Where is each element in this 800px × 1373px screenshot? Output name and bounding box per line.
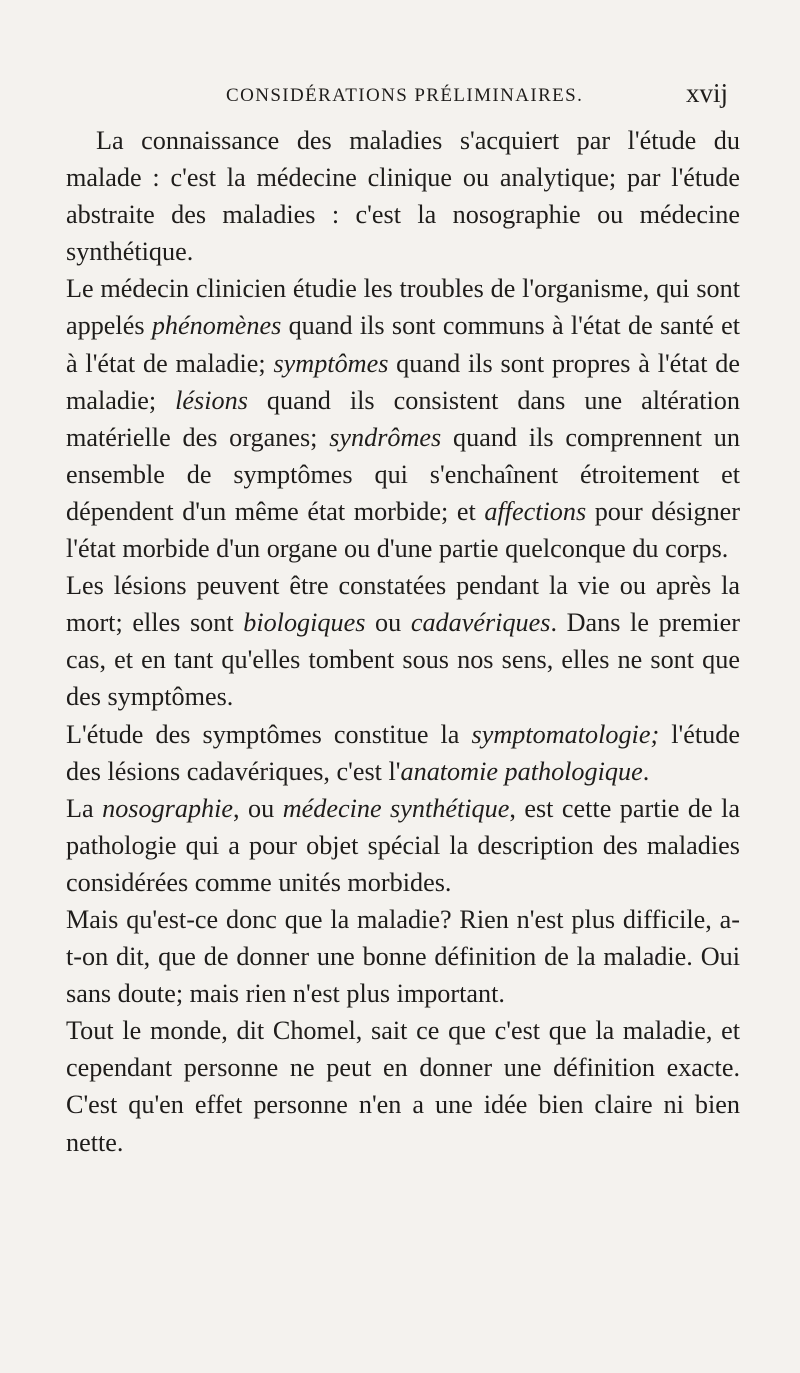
text-run: Tout le monde, dit Chomel, sait ce que c'est que la maladie, et cependant personne ne peut en donner une définition exacte. C'est qu'en effet personne n'en a une idée bien claire ni bien nette. [66,1016,740,1157]
text-run: quand ils sont communs à l'état de santé et à l'état de maladie; [66,311,740,378]
text-run: Le médecin clinicien étudie les troubles de l'organisme, qui sont appelés [66,274,740,341]
text-run: Mais qu'est-ce donc que la maladie? Rien n'est plus difficile, a-t-on dit, que de donner une bonne définition de la maladie. Oui sans doute; mais rien n'est plus important. [66,904,740,1009]
italic-term: biologiques [243,608,366,638]
text-run: l'étude des lésions cadavériques, c'est l' [66,719,740,786]
paragraph [66,1012,740,1160]
paragraph [66,567,740,715]
paragraph [66,790,740,901]
paragraph [66,270,740,567]
italic-term: lésions [175,385,248,415]
paragraph [66,716,740,790]
text-run: ou [365,608,411,638]
italic-term: anatomie pathologique [400,756,643,786]
italic-term: médecine synthétique [282,793,510,823]
text-run: , est cette partie de la pathologie qui a pour objet spécial la description des maladies considérées comme unités morbides. [66,793,740,897]
italic-term: nosographie [102,793,234,823]
italic-term: symptomatologie; [471,719,660,749]
text-run: quand ils comprennent un ensemble de symptômes qui s'enchaînent étroitement et dépendent d'un même état morbide; et [66,422,740,526]
text-run: . Dans le premier cas, et en tant qu'elles tombent sous nos sens, elles ne sont que des symptômes. [66,608,740,712]
text-run: Les lésions peuvent être constatées pendant la vie ou après la mort; elles sont [66,571,740,638]
text-run: , ou [233,793,283,823]
body-text [66,122,740,1161]
text-run: La connaissance des maladies s'acquiert par l'étude du malade : c'est la médecine clinique ou analytique; par l'étude abstraite des maladies : c'est la nosographie ou médecine synthétique. [66,126,740,267]
text-run: quand ils consistent dans une altération matérielle des organes; [66,385,740,452]
paragraph [66,901,740,1012]
italic-term: phénomènes [151,311,282,341]
italic-term: cadavériques [410,608,551,638]
text-run: . [642,756,650,786]
text-run: quand ils sont propres à l'état de maladie; [66,348,740,415]
running-title: CONSIDÉRATIONS PRÉLIMINAIRES. [226,85,584,106]
text-run: La [66,793,103,823]
text-run: L'étude des symptômes constitue la [66,719,472,749]
running-head [226,78,740,108]
text-run: pour désigner l'état morbide d'un organe ou d'une partie quelconque du corps. [66,496,741,564]
italic-term: affections [484,496,587,526]
italic-term: syndrômes [329,422,442,452]
italic-term: symptômes [273,348,389,378]
paragraph [66,122,740,270]
page-number: xvij [685,78,728,108]
